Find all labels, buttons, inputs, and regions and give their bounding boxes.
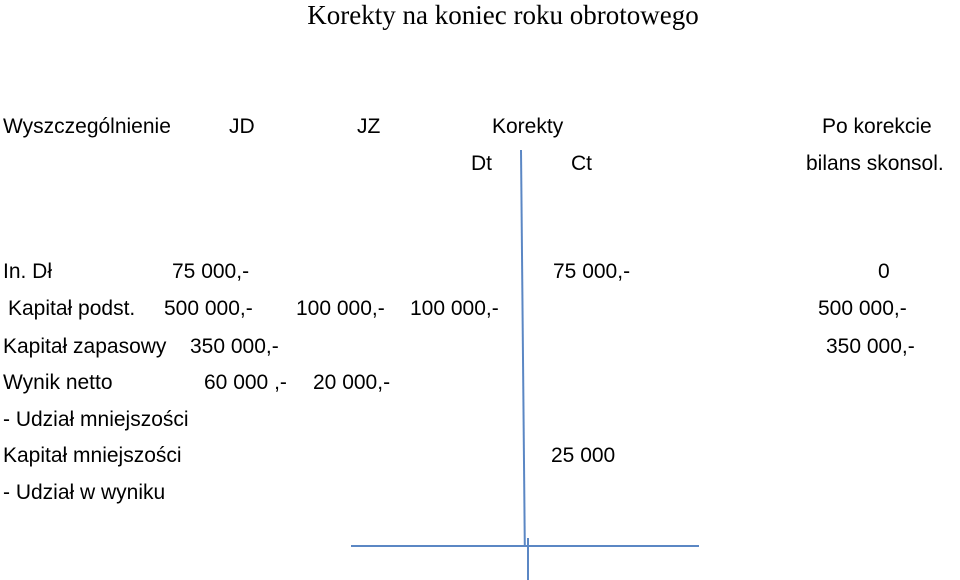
- page-title: Korekty na koniec roku obrotowego: [307, 0, 699, 30]
- header-item: Wyszczególnienie: [3, 115, 171, 138]
- t-account-horizontal-line: [351, 545, 699, 547]
- row-jd: 60 000 ,-: [204, 371, 287, 394]
- t-account-vertical-line: [520, 150, 526, 545]
- header-dt: Dt: [471, 152, 492, 175]
- header-bilans-skonsol: bilans skonsol.: [806, 152, 944, 175]
- row-result: 0: [878, 260, 890, 283]
- row-jd: 500 000,-: [164, 297, 253, 320]
- row-ct: 25 000: [551, 444, 616, 467]
- row-result: 500 000,-: [818, 297, 907, 320]
- row-label: - Udział w wyniku: [3, 481, 166, 504]
- row-result: 350 000,-: [826, 335, 915, 358]
- header-ct: Ct: [571, 152, 592, 175]
- header-jz: JZ: [357, 115, 381, 138]
- row-jd: 350 000,-: [190, 335, 279, 358]
- row-label: Kapitał zapasowy: [3, 335, 167, 358]
- row-label: - Udział mniejszości: [3, 408, 189, 431]
- header-korekty: Korekty: [492, 115, 564, 138]
- header-po-korekcie: Po korekcie: [822, 115, 932, 138]
- row-label: Wynik netto: [3, 371, 113, 394]
- row-label: In. Dł: [3, 260, 53, 283]
- row-ct: 75 000,-: [553, 260, 631, 283]
- row-jz: 20 000,-: [313, 371, 391, 394]
- row-jz: 100 000,-: [296, 297, 385, 320]
- row-label: Kapitał mniejszości: [3, 444, 182, 467]
- row-jd: 75 000,-: [172, 260, 250, 283]
- row-label: Kapitał podst.: [8, 297, 136, 320]
- row-dt: 100 000,-: [410, 297, 499, 320]
- header-jd: JD: [229, 115, 255, 138]
